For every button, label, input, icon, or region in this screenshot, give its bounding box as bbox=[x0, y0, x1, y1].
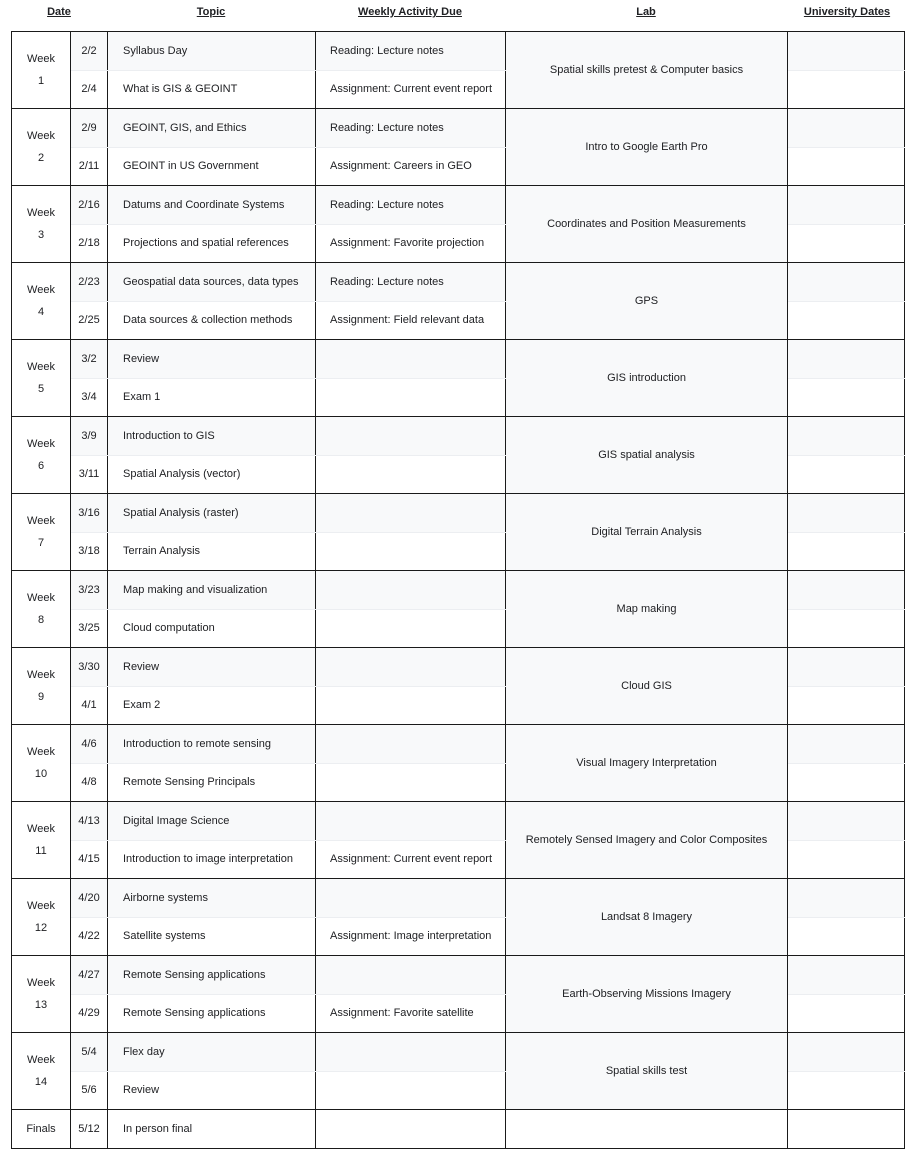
activity-cell: Assignment: Current event report bbox=[316, 70, 506, 109]
university-date-cell bbox=[788, 1110, 905, 1149]
activity-cell bbox=[316, 417, 506, 456]
date-cell: 4/8 bbox=[71, 763, 108, 802]
activity-cell bbox=[316, 609, 506, 648]
topic-cell: GEOINT in US Government bbox=[108, 147, 316, 186]
university-date-cell bbox=[788, 994, 905, 1033]
lab-cell: Spatial skills test bbox=[506, 1033, 788, 1110]
week-label: Week bbox=[27, 977, 55, 989]
topic-cell: Data sources & collection methods bbox=[108, 301, 316, 340]
schedule-row bbox=[12, 494, 905, 533]
lab-cell: GPS bbox=[506, 263, 788, 340]
lab-cell: Cloud GIS bbox=[506, 648, 788, 725]
week-label: Week bbox=[27, 515, 55, 527]
topic-cell: Terrain Analysis bbox=[108, 532, 316, 571]
date-cell: 5/6 bbox=[71, 1071, 108, 1110]
university-date-cell bbox=[788, 956, 905, 995]
schedule-row bbox=[12, 571, 905, 610]
header-university-dates: University Dates bbox=[803, 6, 891, 18]
schedule-row bbox=[12, 956, 905, 995]
topic-cell: Airborne systems bbox=[108, 879, 316, 918]
topic-cell: Datums and Coordinate Systems bbox=[108, 186, 316, 225]
week-number: 9 bbox=[37, 691, 45, 703]
university-date-cell bbox=[788, 378, 905, 417]
schedule-row bbox=[12, 263, 905, 302]
lab-cell: Intro to Google Earth Pro bbox=[506, 109, 788, 186]
university-date-cell bbox=[788, 763, 905, 802]
topic-cell: Introduction to image interpretation bbox=[108, 840, 316, 879]
week-cell bbox=[12, 956, 71, 1033]
schedule-row bbox=[12, 417, 905, 456]
university-date-cell bbox=[788, 224, 905, 263]
lab-cell: GIS spatial analysis bbox=[506, 417, 788, 494]
topic-cell: In person final bbox=[108, 1110, 316, 1149]
lab-cell: Remotely Sensed Imagery and Color Composites bbox=[506, 802, 788, 879]
date-cell: 5/4 bbox=[71, 1033, 108, 1072]
date-cell: 3/30 bbox=[71, 648, 108, 687]
week-number: 6 bbox=[37, 460, 45, 472]
week-label: Week bbox=[27, 53, 55, 65]
topic-cell: Review bbox=[108, 648, 316, 687]
lab-cell: GIS introduction bbox=[506, 340, 788, 417]
schedule-row bbox=[12, 186, 905, 225]
date-cell: 2/2 bbox=[71, 32, 108, 71]
date-cell: 3/11 bbox=[71, 455, 108, 494]
activity-cell bbox=[316, 686, 506, 725]
week-number: 8 bbox=[37, 614, 45, 626]
date-cell: 2/23 bbox=[71, 263, 108, 302]
date-cell: 4/27 bbox=[71, 956, 108, 995]
activity-cell bbox=[316, 455, 506, 494]
lab-cell bbox=[506, 1110, 788, 1149]
week-cell bbox=[12, 32, 71, 109]
topic-cell: Digital Image Science bbox=[108, 802, 316, 841]
activity-cell: Reading: Lecture notes bbox=[316, 186, 506, 225]
activity-cell bbox=[316, 879, 506, 918]
university-date-cell bbox=[788, 1071, 905, 1110]
week-number: 2 bbox=[37, 152, 45, 164]
lab-cell: Spatial skills pretest & Computer basics bbox=[506, 32, 788, 109]
week-label: Week bbox=[27, 669, 55, 681]
university-date-cell bbox=[788, 455, 905, 494]
university-date-cell bbox=[788, 686, 905, 725]
date-cell: 3/9 bbox=[71, 417, 108, 456]
week-number: 14 bbox=[34, 1076, 48, 1088]
university-date-cell bbox=[788, 1033, 905, 1072]
topic-cell: Syllabus Day bbox=[108, 32, 316, 71]
schedule-row bbox=[12, 802, 905, 841]
lab-cell: Coordinates and Position Measurements bbox=[506, 186, 788, 263]
topic-cell: Spatial Analysis (vector) bbox=[108, 455, 316, 494]
topic-cell: Remote Sensing applications bbox=[108, 994, 316, 1033]
topic-cell: Introduction to GIS bbox=[108, 417, 316, 456]
activity-cell bbox=[316, 378, 506, 417]
week-cell bbox=[12, 109, 71, 186]
university-date-cell bbox=[788, 186, 905, 225]
week-cell bbox=[12, 648, 71, 725]
university-date-cell bbox=[788, 802, 905, 841]
date-cell: 4/29 bbox=[71, 994, 108, 1033]
university-date-cell bbox=[788, 263, 905, 302]
university-date-cell bbox=[788, 917, 905, 956]
date-cell: 4/1 bbox=[71, 686, 108, 725]
university-date-cell bbox=[788, 417, 905, 456]
date-cell: 2/16 bbox=[71, 186, 108, 225]
week-cell bbox=[12, 879, 71, 956]
topic-cell: Review bbox=[108, 340, 316, 379]
activity-cell bbox=[316, 763, 506, 802]
topic-cell: Geospatial data sources, data types bbox=[108, 263, 316, 302]
topic-cell: Review bbox=[108, 1071, 316, 1110]
lab-cell: Digital Terrain Analysis bbox=[506, 494, 788, 571]
schedule-table bbox=[11, 31, 905, 1149]
week-cell bbox=[12, 263, 71, 340]
university-date-cell bbox=[788, 725, 905, 764]
finals-row bbox=[12, 1110, 905, 1149]
university-date-cell bbox=[788, 571, 905, 610]
lab-cell: Map making bbox=[506, 571, 788, 648]
header-lab: Lab bbox=[636, 6, 656, 18]
date-cell: 4/15 bbox=[71, 840, 108, 879]
activity-cell: Assignment: Favorite satellite bbox=[316, 994, 506, 1033]
week-number: 12 bbox=[34, 922, 48, 934]
date-cell: 2/18 bbox=[71, 224, 108, 263]
week-cell bbox=[12, 494, 71, 571]
topic-cell: What is GIS & GEOINT bbox=[108, 70, 316, 109]
week-number: 10 bbox=[34, 768, 48, 780]
date-cell: 4/13 bbox=[71, 802, 108, 841]
week-label: Week bbox=[27, 900, 55, 912]
lab-cell: Landsat 8 Imagery bbox=[506, 879, 788, 956]
date-cell: 2/25 bbox=[71, 301, 108, 340]
date-cell: 3/25 bbox=[71, 609, 108, 648]
week-number: 4 bbox=[37, 306, 45, 318]
university-date-cell bbox=[788, 494, 905, 533]
week-label: Week bbox=[27, 130, 55, 142]
schedule-row bbox=[12, 648, 905, 687]
week-number: 13 bbox=[34, 999, 48, 1011]
activity-cell: Reading: Lecture notes bbox=[316, 109, 506, 148]
activity-cell bbox=[316, 1110, 506, 1149]
activity-cell bbox=[316, 648, 506, 687]
week-cell bbox=[12, 1033, 71, 1110]
week-label: Week bbox=[27, 592, 55, 604]
topic-cell: Exam 2 bbox=[108, 686, 316, 725]
week-number: 11 bbox=[35, 845, 47, 857]
week-cell bbox=[12, 186, 71, 263]
week-cell bbox=[12, 571, 71, 648]
activity-cell: Assignment: Favorite projection bbox=[316, 224, 506, 263]
activity-cell: Assignment: Careers in GEO bbox=[316, 147, 506, 186]
week-number: 3 bbox=[37, 229, 45, 241]
activity-cell bbox=[316, 802, 506, 841]
column-headers bbox=[0, 0, 919, 26]
topic-cell: Satellite systems bbox=[108, 917, 316, 956]
university-date-cell bbox=[788, 301, 905, 340]
date-cell: 4/6 bbox=[71, 725, 108, 764]
date-cell: 4/22 bbox=[71, 917, 108, 956]
lab-cell: Visual Imagery Interpretation bbox=[506, 725, 788, 802]
week-cell bbox=[12, 417, 71, 494]
topic-cell: Cloud computation bbox=[108, 609, 316, 648]
activity-cell: Reading: Lecture notes bbox=[316, 32, 506, 71]
university-date-cell bbox=[788, 147, 905, 186]
activity-cell bbox=[316, 532, 506, 571]
schedule-row bbox=[12, 1033, 905, 1072]
university-date-cell bbox=[788, 109, 905, 148]
date-cell: 3/18 bbox=[71, 532, 108, 571]
university-date-cell bbox=[788, 532, 905, 571]
activity-cell bbox=[316, 1071, 506, 1110]
university-date-cell bbox=[788, 70, 905, 109]
week-label: Week bbox=[27, 361, 55, 373]
finals-label: Finals bbox=[12, 1110, 71, 1149]
week-label: Week bbox=[27, 746, 55, 758]
activity-cell: Assignment: Field relevant data bbox=[316, 301, 506, 340]
topic-cell: Spatial Analysis (raster) bbox=[108, 494, 316, 533]
activity-cell: Assignment: Current event report bbox=[316, 840, 506, 879]
topic-cell: Map making and visualization bbox=[108, 571, 316, 610]
activity-cell: Reading: Lecture notes bbox=[316, 263, 506, 302]
university-date-cell bbox=[788, 879, 905, 918]
schedule-row bbox=[12, 32, 905, 71]
activity-cell bbox=[316, 1033, 506, 1072]
topic-cell: Exam 1 bbox=[108, 378, 316, 417]
week-label: Week bbox=[27, 284, 55, 296]
activity-cell bbox=[316, 725, 506, 764]
header-date: Date bbox=[47, 6, 71, 18]
date-cell: 3/16 bbox=[71, 494, 108, 533]
university-date-cell bbox=[788, 840, 905, 879]
activity-cell bbox=[316, 571, 506, 610]
date-cell: 4/20 bbox=[71, 879, 108, 918]
date-cell: 3/2 bbox=[71, 340, 108, 379]
week-label: Week bbox=[27, 1054, 55, 1066]
date-cell: 3/23 bbox=[71, 571, 108, 610]
header-topic: Topic bbox=[196, 6, 226, 18]
week-number: 7 bbox=[37, 537, 45, 549]
activity-cell: Assignment: Image interpretation bbox=[316, 917, 506, 956]
topic-cell: Flex day bbox=[108, 1033, 316, 1072]
topic-cell: Remote Sensing applications bbox=[108, 956, 316, 995]
university-date-cell bbox=[788, 648, 905, 687]
university-date-cell bbox=[788, 340, 905, 379]
topic-cell: GEOINT, GIS, and Ethics bbox=[108, 109, 316, 148]
date-cell: 2/4 bbox=[71, 70, 108, 109]
schedule-row bbox=[12, 879, 905, 918]
schedule-row bbox=[12, 109, 905, 148]
activity-cell bbox=[316, 956, 506, 995]
activity-cell bbox=[316, 494, 506, 533]
week-cell bbox=[12, 340, 71, 417]
week-cell bbox=[12, 725, 71, 802]
university-date-cell bbox=[788, 32, 905, 71]
topic-cell: Projections and spatial references bbox=[108, 224, 316, 263]
lab-cell: Earth-Observing Missions Imagery bbox=[506, 956, 788, 1033]
topic-cell: Remote Sensing Principals bbox=[108, 763, 316, 802]
schedule-row bbox=[12, 340, 905, 379]
week-number: 5 bbox=[37, 383, 45, 395]
week-label: Week bbox=[27, 823, 55, 835]
header-weekly-activity: Weekly Activity Due bbox=[358, 6, 462, 18]
week-label: Week bbox=[27, 207, 55, 219]
topic-cell: Introduction to remote sensing bbox=[108, 725, 316, 764]
activity-cell bbox=[316, 340, 506, 379]
date-cell: 2/11 bbox=[71, 147, 108, 186]
date-cell: 5/12 bbox=[71, 1110, 108, 1149]
date-cell: 2/9 bbox=[71, 109, 108, 148]
week-label: Week bbox=[27, 438, 55, 450]
schedule-row bbox=[12, 725, 905, 764]
university-date-cell bbox=[788, 609, 905, 648]
week-cell bbox=[12, 802, 71, 879]
date-cell: 3/4 bbox=[71, 378, 108, 417]
week-number: 1 bbox=[37, 75, 45, 87]
